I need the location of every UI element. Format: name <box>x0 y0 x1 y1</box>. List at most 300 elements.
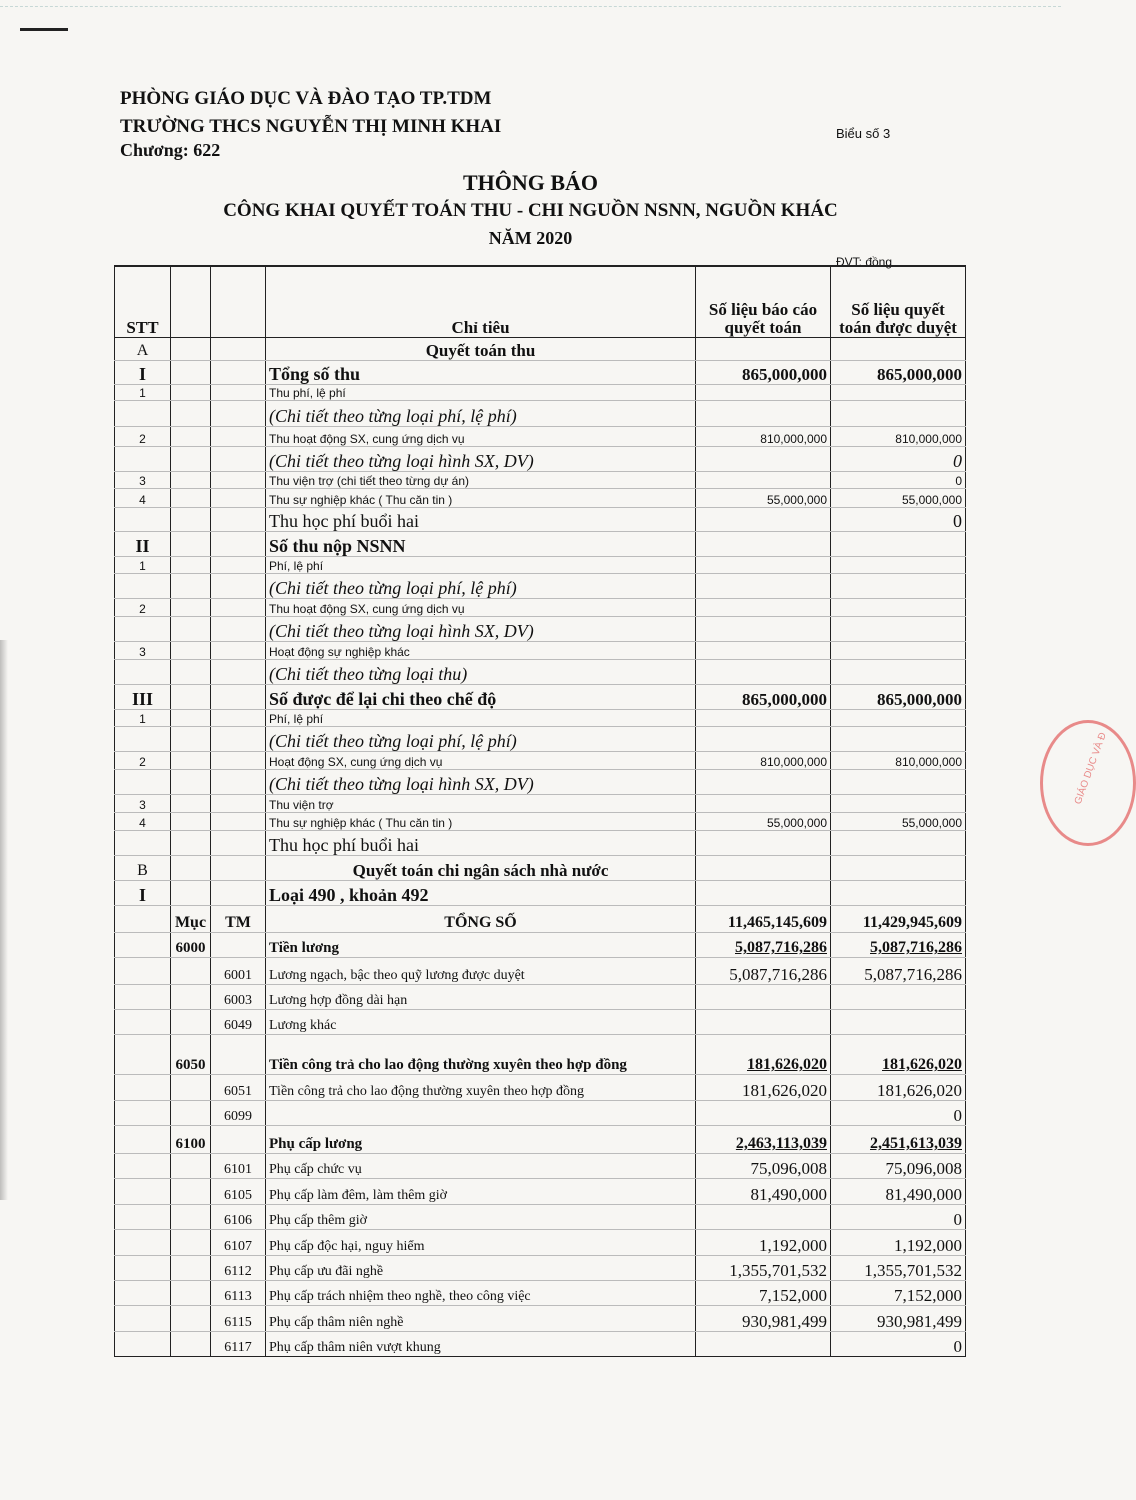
row-indicator: Phụ cấp làm đêm, làm thêm giờ <box>266 1179 696 1205</box>
table-row <box>115 1256 966 1281</box>
row-approved-value: 930,981,499 <box>831 1306 966 1332</box>
row-reported-value <box>696 642 831 660</box>
row-muc <box>171 1332 211 1357</box>
row-indicator: Tiền công trả cho lao động thường xuyên theo hợp đồng <box>266 1075 696 1101</box>
row-tm <box>211 813 266 831</box>
row-approved-value: 55,000,000 <box>831 813 966 831</box>
table-row <box>115 1035 966 1075</box>
row-indicator: Lương ngạch, bậc theo quỹ lương được duyệt <box>266 958 696 985</box>
row-stt <box>115 1075 171 1101</box>
row-indicator: (Chi tiết theo từng loại hình SX, DV) <box>266 770 696 795</box>
row-indicator: (Chi tiết theo từng loại hình SX, DV) <box>266 617 696 642</box>
row-tm <box>211 447 266 472</box>
row-reported-value <box>696 881 831 906</box>
row-muc <box>171 1306 211 1332</box>
table-row <box>115 1179 966 1205</box>
row-stt <box>115 831 171 856</box>
table-row <box>115 1126 966 1154</box>
table-row <box>115 1230 966 1256</box>
row-tm <box>211 727 266 752</box>
pen-mark <box>20 28 68 31</box>
row-reported-value <box>696 338 831 361</box>
row-tm: 6107 <box>211 1230 266 1256</box>
table-row <box>115 660 966 685</box>
row-stt <box>115 1154 171 1179</box>
row-stt: 3 <box>115 472 171 489</box>
row-approved-value: 865,000,000 <box>831 361 966 385</box>
row-indicator: Tổng số thu <box>266 361 696 385</box>
row-indicator: Quyết toán chi ngân sách nhà nước <box>266 856 696 881</box>
table-row <box>115 1205 966 1230</box>
row-reported-value: 810,000,000 <box>696 427 831 447</box>
row-tm <box>211 770 266 795</box>
row-tm <box>211 795 266 813</box>
form-number: Biểu số 3 <box>836 126 891 141</box>
row-approved-value: 810,000,000 <box>831 752 966 770</box>
row-reported-value <box>696 1332 831 1357</box>
row-approved-value <box>831 1010 966 1035</box>
row-approved-value: 0 <box>831 508 966 532</box>
notice-year: NĂM 2020 <box>488 228 573 248</box>
row-tm <box>211 338 266 361</box>
table-row <box>115 532 966 557</box>
scan-shadow <box>0 640 8 1200</box>
row-muc: 6100 <box>171 1126 211 1154</box>
row-stt: B <box>115 856 171 881</box>
row-tm: 6003 <box>211 985 266 1010</box>
row-muc <box>171 1075 211 1101</box>
row-tm <box>211 401 266 427</box>
row-muc <box>171 1101 211 1126</box>
row-reported-value <box>696 574 831 599</box>
row-indicator: Thu viện trợ <box>266 795 696 813</box>
row-reported-value: 5,087,716,286 <box>696 958 831 985</box>
row-reported-value <box>696 727 831 752</box>
row-approved-value <box>831 574 966 599</box>
row-indicator: (Chi tiết theo từng loại phí, lệ phí) <box>266 574 696 599</box>
table-row <box>115 906 966 933</box>
row-reported-value: 1,192,000 <box>696 1230 831 1256</box>
row-tm: 6099 <box>211 1101 266 1126</box>
row-indicator: Thu hoạt động SX, cung ứng dịch vụ <box>266 427 696 447</box>
table-header <box>115 266 966 338</box>
row-muc <box>171 1281 211 1306</box>
row-approved-value <box>831 338 966 361</box>
row-stt <box>115 401 171 427</box>
row-stt <box>115 508 171 532</box>
table-row <box>115 958 966 985</box>
row-stt <box>115 1205 171 1230</box>
row-muc <box>171 557 211 574</box>
row-reported-value: 55,000,000 <box>696 489 831 508</box>
row-approved-value <box>831 660 966 685</box>
row-stt <box>115 447 171 472</box>
row-muc <box>171 338 211 361</box>
row-muc <box>171 1179 211 1205</box>
page-edge <box>0 0 1061 7</box>
table-row <box>115 933 966 958</box>
table-row <box>115 881 966 906</box>
row-stt: 3 <box>115 642 171 660</box>
row-muc: Mục <box>171 906 211 933</box>
currency-unit: ĐVT: đồng <box>836 255 893 269</box>
table-row <box>115 770 966 795</box>
row-approved-value <box>831 881 966 906</box>
row-tm: 6051 <box>211 1075 266 1101</box>
row-reported-value: 865,000,000 <box>696 361 831 385</box>
row-muc: 6050 <box>171 1035 211 1075</box>
row-muc <box>171 574 211 599</box>
row-tm <box>211 1035 266 1075</box>
row-tm <box>211 881 266 906</box>
row-indicator: Hoạt động sự nghiệp khác <box>266 642 696 660</box>
table-row <box>115 557 966 574</box>
row-indicator: (Chi tiết theo từng loại phí, lệ phí) <box>266 401 696 427</box>
table-row <box>115 795 966 813</box>
row-muc <box>171 427 211 447</box>
row-approved-value: 181,626,020 <box>831 1075 966 1101</box>
row-reported-value <box>696 472 831 489</box>
table-row <box>115 1075 966 1101</box>
row-stt <box>115 958 171 985</box>
row-stt <box>115 1179 171 1205</box>
row-reported-value: 181,626,020 <box>696 1075 831 1101</box>
row-indicator <box>266 1101 696 1126</box>
row-stt: 4 <box>115 489 171 508</box>
row-stt <box>115 574 171 599</box>
row-tm: TM <box>211 906 266 933</box>
row-reported-value: 2,463,113,039 <box>696 1126 831 1154</box>
settlement-table <box>114 265 966 1357</box>
row-indicator: Thu hoạt động SX, cung ứng dịch vụ <box>266 599 696 617</box>
row-tm <box>211 472 266 489</box>
row-muc <box>171 727 211 752</box>
table-row <box>115 642 966 660</box>
row-tm <box>211 642 266 660</box>
row-tm <box>211 617 266 642</box>
red-seal-stamp: GIÁO DỤC VÀ Đ <box>1040 720 1136 846</box>
row-reported-value: 5,087,716,286 <box>696 933 831 958</box>
row-tm <box>211 574 266 599</box>
row-stt: A <box>115 338 171 361</box>
row-stt: 2 <box>115 427 171 447</box>
row-muc <box>171 508 211 532</box>
row-reported-value: 930,981,499 <box>696 1306 831 1332</box>
row-tm <box>211 856 266 881</box>
row-muc <box>171 770 211 795</box>
row-indicator: Tiền công trả cho lao động thường xuyên theo hợp đồng <box>266 1035 696 1075</box>
row-stt <box>115 933 171 958</box>
chapter-code: Chương: 622 <box>120 140 221 160</box>
row-indicator: Phụ cấp ưu đãi nghề <box>266 1256 696 1281</box>
row-approved-value <box>831 385 966 401</box>
header-indicator: Chỉ tiêu <box>266 266 696 338</box>
row-indicator: TỔNG SỐ <box>266 906 696 933</box>
row-approved-value: 0 <box>831 1205 966 1230</box>
row-muc <box>171 1205 211 1230</box>
table-row <box>115 1332 966 1357</box>
row-reported-value <box>696 1101 831 1126</box>
row-reported-value: 11,465,145,609 <box>696 906 831 933</box>
row-indicator: Phí, lệ phí <box>266 557 696 574</box>
row-approved-value <box>831 831 966 856</box>
notice-subtitle: CÔNG KHAI QUYẾT TOÁN THU - CHI NGUỒN NSNN, NGUỒN KHÁC <box>223 200 838 221</box>
row-muc <box>171 958 211 985</box>
table-row <box>115 1306 966 1332</box>
row-stt <box>115 1230 171 1256</box>
row-stt: 1 <box>115 557 171 574</box>
row-tm <box>211 710 266 727</box>
table-row <box>115 385 966 401</box>
row-muc <box>171 660 211 685</box>
row-tm <box>211 557 266 574</box>
row-tm <box>211 385 266 401</box>
row-indicator: Thu phí, lệ phí <box>266 385 696 401</box>
row-reported-value: 865,000,000 <box>696 685 831 710</box>
table-row <box>115 813 966 831</box>
row-stt <box>115 617 171 642</box>
row-indicator: Thu viện trợ (chi tiết theo từng dự án) <box>266 472 696 489</box>
row-indicator: Phụ cấp chức vụ <box>266 1154 696 1179</box>
table-row <box>115 599 966 617</box>
row-muc <box>171 1256 211 1281</box>
row-stt: I <box>115 361 171 385</box>
row-approved-value: 1,192,000 <box>831 1230 966 1256</box>
row-approved-value <box>831 710 966 727</box>
table-row <box>115 752 966 770</box>
row-approved-value: 81,490,000 <box>831 1179 966 1205</box>
row-muc <box>171 1154 211 1179</box>
row-reported-value <box>696 508 831 532</box>
row-approved-value: 5,087,716,286 <box>831 958 966 985</box>
table-row <box>115 447 966 472</box>
row-reported-value <box>696 795 831 813</box>
row-approved-value <box>831 770 966 795</box>
row-reported-value <box>696 1010 831 1035</box>
row-muc <box>171 447 211 472</box>
row-stt: 2 <box>115 752 171 770</box>
row-tm <box>211 489 266 508</box>
row-stt: II <box>115 532 171 557</box>
row-tm <box>211 660 266 685</box>
table-row <box>115 710 966 727</box>
row-indicator: Phí, lệ phí <box>266 710 696 727</box>
row-indicator: Lương khác <box>266 1010 696 1035</box>
row-muc <box>171 831 211 856</box>
row-tm: 6001 <box>211 958 266 985</box>
row-muc <box>171 472 211 489</box>
row-indicator: (Chi tiết theo từng loại phí, lệ phí) <box>266 727 696 752</box>
header-approved: Số liệu quyết toán được duyệt <box>831 266 966 338</box>
row-approved-value: 0 <box>831 472 966 489</box>
table-row <box>115 508 966 532</box>
row-stt <box>115 1035 171 1075</box>
row-stt <box>115 1101 171 1126</box>
row-approved-value: 75,096,008 <box>831 1154 966 1179</box>
row-approved-value <box>831 599 966 617</box>
row-approved-value: 0 <box>831 1101 966 1126</box>
row-muc <box>171 401 211 427</box>
row-indicator: Quyết toán thu <box>266 338 696 361</box>
table-row <box>115 361 966 385</box>
table-row <box>115 574 966 599</box>
row-stt: 3 <box>115 795 171 813</box>
row-muc <box>171 881 211 906</box>
row-reported-value <box>696 770 831 795</box>
school-name: TRƯỜNG THCS NGUYỄN THỊ MINH KHAI <box>120 116 502 137</box>
row-stt <box>115 906 171 933</box>
row-tm: 6115 <box>211 1306 266 1332</box>
table-row <box>115 985 966 1010</box>
table-row <box>115 1010 966 1035</box>
table-row <box>115 401 966 427</box>
row-approved-value <box>831 856 966 881</box>
table-row <box>115 472 966 489</box>
row-reported-value <box>696 617 831 642</box>
row-indicator: Phụ cấp trách nhiệm theo nghề, theo công việc <box>266 1281 696 1306</box>
row-stt <box>115 727 171 752</box>
row-muc <box>171 856 211 881</box>
row-tm: 6101 <box>211 1154 266 1179</box>
row-approved-value <box>831 642 966 660</box>
row-indicator: Thu học phí buổi hai <box>266 508 696 532</box>
row-approved-value: 865,000,000 <box>831 685 966 710</box>
row-tm: 6049 <box>211 1010 266 1035</box>
row-stt <box>115 1281 171 1306</box>
row-approved-value: 0 <box>831 447 966 472</box>
row-reported-value <box>696 447 831 472</box>
row-muc <box>171 599 211 617</box>
department-name: PHÒNG GIÁO DỤC VÀ ĐÀO TẠO TP.TDM <box>120 88 492 109</box>
row-tm <box>211 532 266 557</box>
row-approved-value: 11,429,945,609 <box>831 906 966 933</box>
row-tm <box>211 361 266 385</box>
row-indicator: Số được để lại chi theo chế độ <box>266 685 696 710</box>
row-tm: 6106 <box>211 1205 266 1230</box>
row-approved-value <box>831 617 966 642</box>
row-reported-value <box>696 557 831 574</box>
table-row <box>115 727 966 752</box>
row-muc: 6000 <box>171 933 211 958</box>
row-indicator: Hoạt động SX, cung ứng dịch vụ <box>266 752 696 770</box>
table-row <box>115 338 966 361</box>
row-reported-value <box>696 532 831 557</box>
table-row <box>115 1101 966 1126</box>
row-approved-value: 0 <box>831 1332 966 1357</box>
header-stt: STT <box>115 266 171 338</box>
table-row <box>115 427 966 447</box>
row-stt: 4 <box>115 813 171 831</box>
row-tm <box>211 933 266 958</box>
row-indicator: Số thu nộp NSNN <box>266 532 696 557</box>
row-approved-value: 5,087,716,286 <box>831 933 966 958</box>
row-reported-value <box>696 1205 831 1230</box>
row-reported-value <box>696 385 831 401</box>
row-stt <box>115 1306 171 1332</box>
row-muc <box>171 813 211 831</box>
row-stt <box>115 770 171 795</box>
row-tm: 6117 <box>211 1332 266 1357</box>
row-approved-value <box>831 401 966 427</box>
row-tm <box>211 427 266 447</box>
row-approved-value <box>831 985 966 1010</box>
row-approved-value: 2,451,613,039 <box>831 1126 966 1154</box>
row-stt <box>115 660 171 685</box>
row-reported-value <box>696 831 831 856</box>
row-reported-value: 1,355,701,532 <box>696 1256 831 1281</box>
notice-title: THÔNG BÁO <box>462 170 599 195</box>
row-tm <box>211 752 266 770</box>
row-approved-value: 55,000,000 <box>831 489 966 508</box>
row-stt <box>115 1010 171 1035</box>
row-indicator: Phụ cấp lương <box>266 1126 696 1154</box>
table-row <box>115 831 966 856</box>
row-muc <box>171 985 211 1010</box>
row-stt: III <box>115 685 171 710</box>
row-muc <box>171 795 211 813</box>
row-reported-value <box>696 710 831 727</box>
row-tm: 6105 <box>211 1179 266 1205</box>
row-tm <box>211 1126 266 1154</box>
row-stt: 2 <box>115 599 171 617</box>
row-approved-value <box>831 557 966 574</box>
row-indicator: Phụ cấp thâm niên vượt khung <box>266 1332 696 1357</box>
row-muc <box>171 752 211 770</box>
row-indicator: (Chi tiết theo từng loại hình SX, DV) <box>266 447 696 472</box>
row-approved-value: 810,000,000 <box>831 427 966 447</box>
row-approved-value: 1,355,701,532 <box>831 1256 966 1281</box>
row-indicator: Lương hợp đồng dài hạn <box>266 985 696 1010</box>
row-reported-value <box>696 660 831 685</box>
row-approved-value: 7,152,000 <box>831 1281 966 1306</box>
row-muc <box>171 617 211 642</box>
row-indicator: Loại 490 , khoản 492 <box>266 881 696 906</box>
row-muc <box>171 1230 211 1256</box>
row-stt: 1 <box>115 710 171 727</box>
row-reported-value: 55,000,000 <box>696 813 831 831</box>
row-approved-value <box>831 532 966 557</box>
row-reported-value <box>696 856 831 881</box>
table-row <box>115 856 966 881</box>
row-muc <box>171 642 211 660</box>
row-stt <box>115 1126 171 1154</box>
row-stt: 1 <box>115 385 171 401</box>
table-row <box>115 1281 966 1306</box>
row-indicator: (Chi tiết theo từng loại thu) <box>266 660 696 685</box>
row-muc <box>171 361 211 385</box>
row-stt: I <box>115 881 171 906</box>
row-tm: 6112 <box>211 1256 266 1281</box>
row-muc <box>171 1010 211 1035</box>
row-indicator: Thu sự nghiệp khác ( Thu căn tin ) <box>266 489 696 508</box>
row-stt <box>115 1332 171 1357</box>
row-indicator: Phụ cấp thâm niên nghề <box>266 1306 696 1332</box>
row-indicator: Phụ cấp thêm giờ <box>266 1205 696 1230</box>
row-indicator: Thu sự nghiệp khác ( Thu căn tin ) <box>266 813 696 831</box>
row-indicator: Tiền lương <box>266 933 696 958</box>
row-reported-value: 7,152,000 <box>696 1281 831 1306</box>
table-row <box>115 685 966 710</box>
row-reported-value: 810,000,000 <box>696 752 831 770</box>
row-tm <box>211 508 266 532</box>
row-approved-value: 181,626,020 <box>831 1035 966 1075</box>
row-tm <box>211 599 266 617</box>
row-muc <box>171 685 211 710</box>
header-reported: Số liệu báo cáo quyết toán <box>696 266 831 338</box>
row-muc <box>171 385 211 401</box>
row-stt <box>115 1256 171 1281</box>
row-reported-value: 81,490,000 <box>696 1179 831 1205</box>
